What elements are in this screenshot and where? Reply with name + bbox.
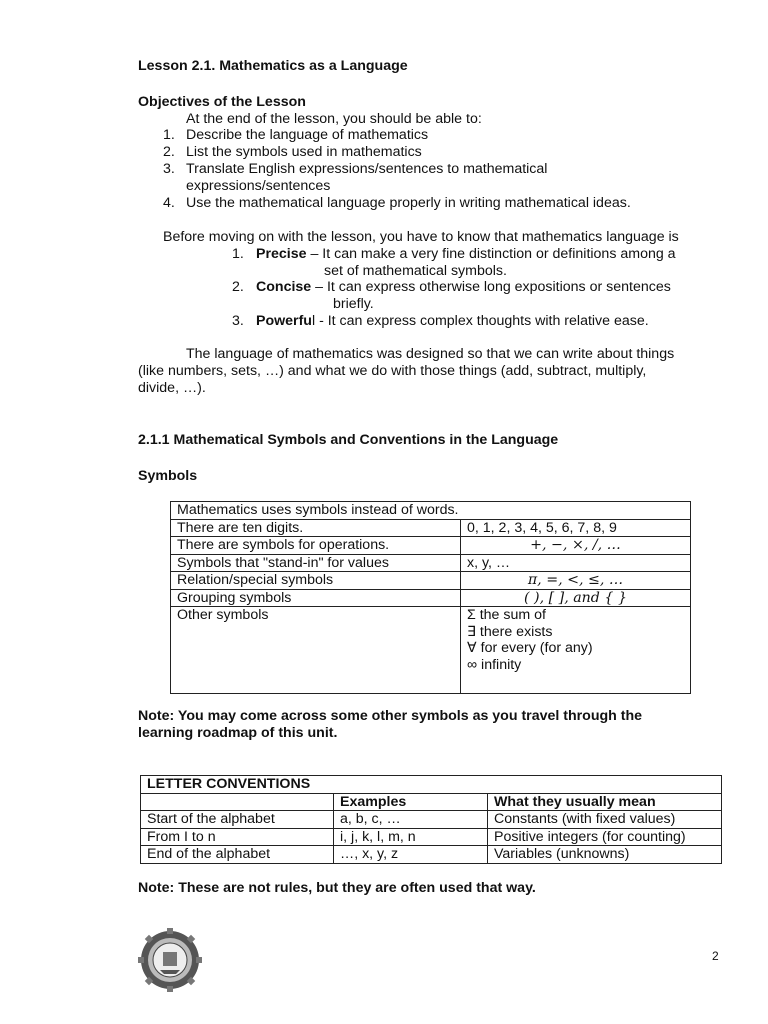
paragraph-line: (like numbers, sets, …) and what we do with those things (add, subtract, multiply,	[138, 363, 647, 379]
objective-num: 1.	[163, 127, 175, 143]
letter-conventions-table	[140, 775, 722, 864]
table-cell	[141, 793, 334, 811]
table-cell: 0, 1, 2, 3, 4, 5, 6, 7, 8, 9	[461, 519, 691, 537]
table-cell: There are ten digits.	[171, 519, 461, 537]
other-symbol-item: ∀ for every (for any)	[467, 640, 593, 656]
property-desc: – It can make a very fine distinction or definitions among a	[306, 246, 676, 262]
table-row	[171, 554, 691, 572]
table-cell: There are symbols for operations.	[171, 537, 461, 555]
other-symbol-item: Σ the sum of	[467, 607, 546, 623]
note-line: learning roadmap of this unit.	[138, 725, 338, 741]
table-row	[141, 776, 722, 794]
property-line	[256, 246, 676, 263]
property-term: Precise	[256, 246, 307, 262]
table-cell: Other symbols	[171, 607, 461, 694]
objective-text: Describe the language of mathematics	[186, 127, 429, 143]
symbols-table	[170, 501, 691, 694]
table-cell: Start of the alphabet	[141, 811, 334, 829]
objective-num: 2.	[163, 144, 175, 160]
table-cell: Symbols that "stand-in" for values	[171, 554, 461, 572]
page-number: 2	[712, 949, 719, 963]
note-line: Note: These are not rules, but they are often used that way.	[138, 880, 536, 896]
table-row	[141, 793, 722, 811]
property-desc: l - It can express complex thoughts with relative ease.	[311, 313, 649, 329]
property-desc: – It can express otherwise long expositions or sentences	[311, 279, 671, 295]
property-desc-cont: briefly.	[333, 296, 374, 312]
table-row	[171, 607, 691, 694]
paragraph-line: The language of mathematics was designed so that we can write about things	[186, 346, 675, 362]
table-cell: Relation/special symbols	[171, 572, 461, 590]
table-cell: +, −, ×, /, …	[461, 537, 691, 555]
lesson-title: Lesson 2.1. Mathematics as a Language	[138, 58, 408, 74]
symbols-table-header: Mathematics uses symbols instead of words.	[171, 502, 691, 520]
table-cell: a, b, c, …	[334, 811, 488, 829]
objective-text: List the symbols used in mathematics	[186, 144, 422, 160]
table-cell: x, y, …	[461, 554, 691, 572]
table-header-cell: Examples	[334, 793, 488, 811]
other-symbol-item: ∞ infinity	[467, 656, 522, 673]
table-row	[171, 537, 691, 555]
property-term: Concise	[256, 279, 312, 295]
table-cell: π, =, <, ≤, …	[461, 572, 691, 590]
property-num: 1.	[232, 246, 244, 262]
property-num: 3.	[232, 313, 244, 329]
objectives-heading: Objectives of the Lesson	[138, 94, 306, 110]
table-row	[141, 811, 722, 829]
table-cell: Positive integers (for counting)	[488, 828, 722, 846]
objective-text: Translate English expressions/sentences to mathematical	[186, 161, 548, 177]
table-row	[171, 589, 691, 607]
note-line: Note: You may come across some other symbols as you travel through the	[138, 708, 643, 724]
property-desc-cont: set of mathematical symbols.	[324, 263, 507, 279]
paragraph-line: divide, …).	[138, 380, 206, 396]
property-num: 2.	[232, 279, 244, 295]
other-symbol-item: ∃ there exists	[467, 623, 553, 640]
table-cell	[461, 607, 691, 694]
table-row	[141, 846, 722, 864]
table-cell: Grouping symbols	[171, 589, 461, 607]
table-cell: ( ), [ ], and { }	[461, 589, 691, 607]
section-heading: 2.1.1 Mathematical Symbols and Conventions in the Language	[138, 432, 559, 448]
objective-num: 4.	[163, 195, 175, 211]
seal-graphic	[138, 928, 202, 992]
table-cell: End of the alphabet	[141, 846, 334, 864]
table-cell: i, j, k, l, m, n	[334, 828, 488, 846]
table-row	[171, 519, 691, 537]
university-seal-icon	[138, 928, 202, 992]
table-row	[171, 572, 691, 590]
objective-text-cont: expressions/sentences	[186, 178, 331, 194]
table-row	[171, 502, 691, 520]
table-row	[141, 828, 722, 846]
property-line	[256, 279, 671, 296]
property-line	[256, 313, 649, 330]
symbols-heading: Symbols	[138, 468, 198, 484]
property-term: Powerfu	[256, 313, 312, 329]
objective-text: Use the mathematical language properly in writing mathematical ideas.	[186, 195, 631, 211]
letter-table-title: LETTER CONVENTIONS	[141, 776, 722, 794]
table-cell: Variables (unknowns)	[488, 846, 722, 864]
table-cell: From I to n	[141, 828, 334, 846]
table-cell: Constants (with fixed values)	[488, 811, 722, 829]
objective-num: 3.	[163, 161, 175, 177]
objectives-intro: At the end of the lesson, you should be able to:	[186, 111, 482, 127]
properties-intro: Before moving on with the lesson, you have to know that mathematics language is	[163, 229, 679, 245]
table-header-cell: What they usually mean	[488, 793, 722, 811]
table-cell: …, x, y, z	[334, 846, 488, 864]
